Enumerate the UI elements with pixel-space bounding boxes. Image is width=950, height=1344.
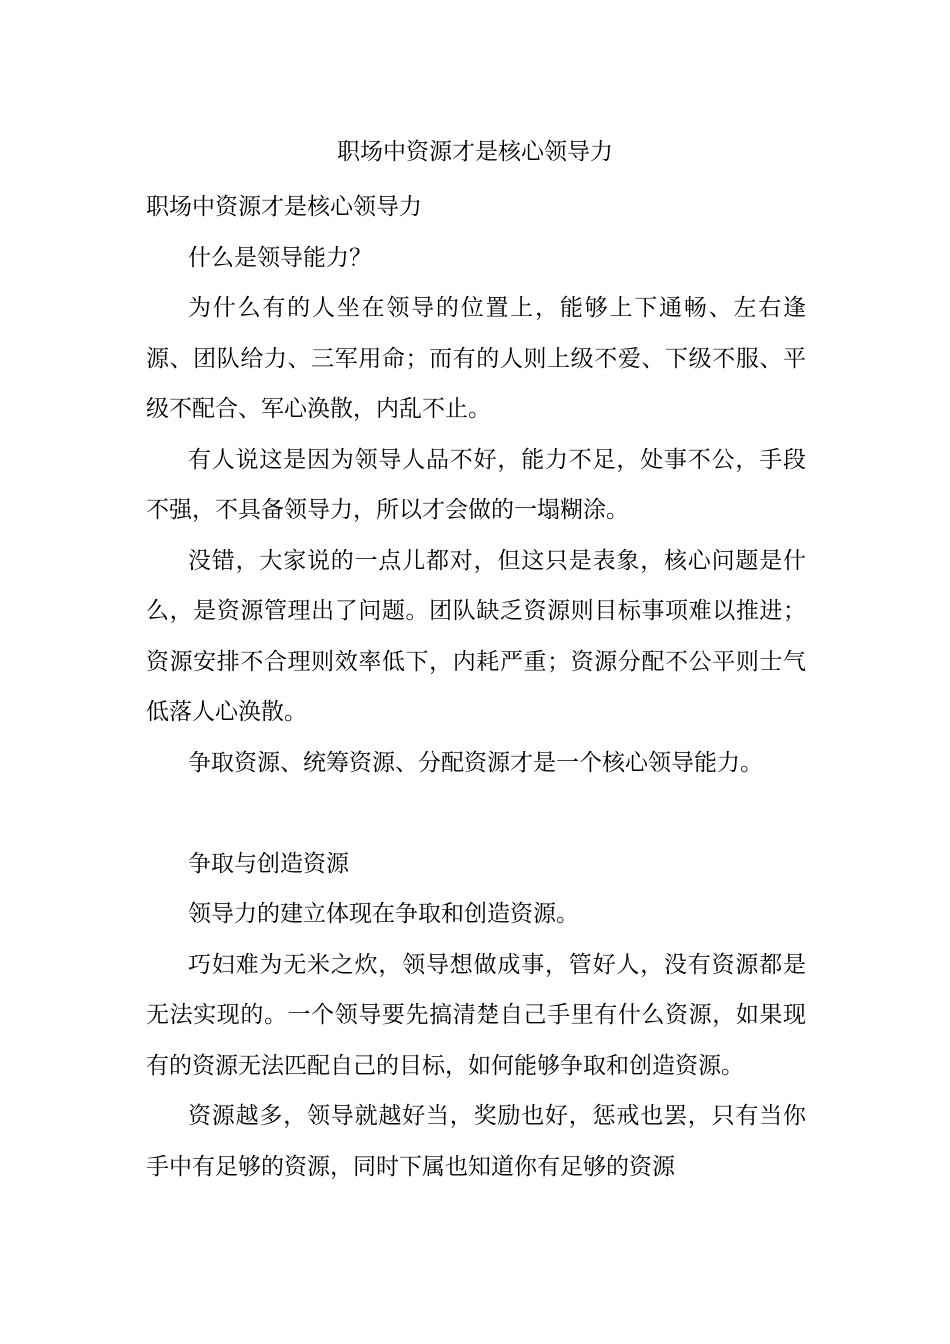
body-paragraph: 巧妇难为无米之炊，领导想做成事，管好人，没有资源都是无法实现的。一个领导要先搞清楚自己手里有什么资源，如果现有的资源无法匹配自己的目标，如何能够争取和创造资源。 bbox=[146, 951, 806, 1079]
body-paragraph: 资源越多，领导就越好当，奖励也好，惩戒也罢，只有当你手中有足够的资源，同时下属也知道你有足够的资源 bbox=[146, 1103, 806, 1180]
question-paragraph: 什么是领导能力？ bbox=[188, 244, 372, 271]
body-paragraph: 为什么有的人坐在领导的位置上，能够上下通畅、左右逢源、团队给力、三军用命；而有的人则上级不爱、下级不服、平级不配合、军心涣散，内乱不止。 bbox=[146, 295, 806, 422]
body-paragraph: 争取资源、统筹资源、分配资源才是一个核心领导能力。 bbox=[188, 749, 763, 776]
blank-line bbox=[146, 788, 806, 839]
body-paragraph: 有人说这是因为领导人品不好，能力不足，处事不公，手段不强，不具备领导力，所以才会做的一塌糊涂。 bbox=[146, 446, 806, 523]
subtitle-paragraph: 职场中资源才是核心领导力 bbox=[146, 194, 422, 220]
document-body bbox=[146, 182, 806, 1192]
document-title: 职场中资源才是核心领导力 bbox=[337, 139, 613, 165]
section-heading: 争取与创造资源 bbox=[188, 850, 349, 877]
body-paragraph: 没错，大家说的一点儿都对，但这只是表象，核心问题是什么，是资源管理出了问题。团队缺乏资源则目标事项难以推进；资源安排不合理则效率低下，内耗严重；资源分配不公平则士气低落人心涣散。 bbox=[146, 547, 806, 725]
body-paragraph: 领导力的建立体现在争取和创造资源。 bbox=[188, 901, 579, 927]
